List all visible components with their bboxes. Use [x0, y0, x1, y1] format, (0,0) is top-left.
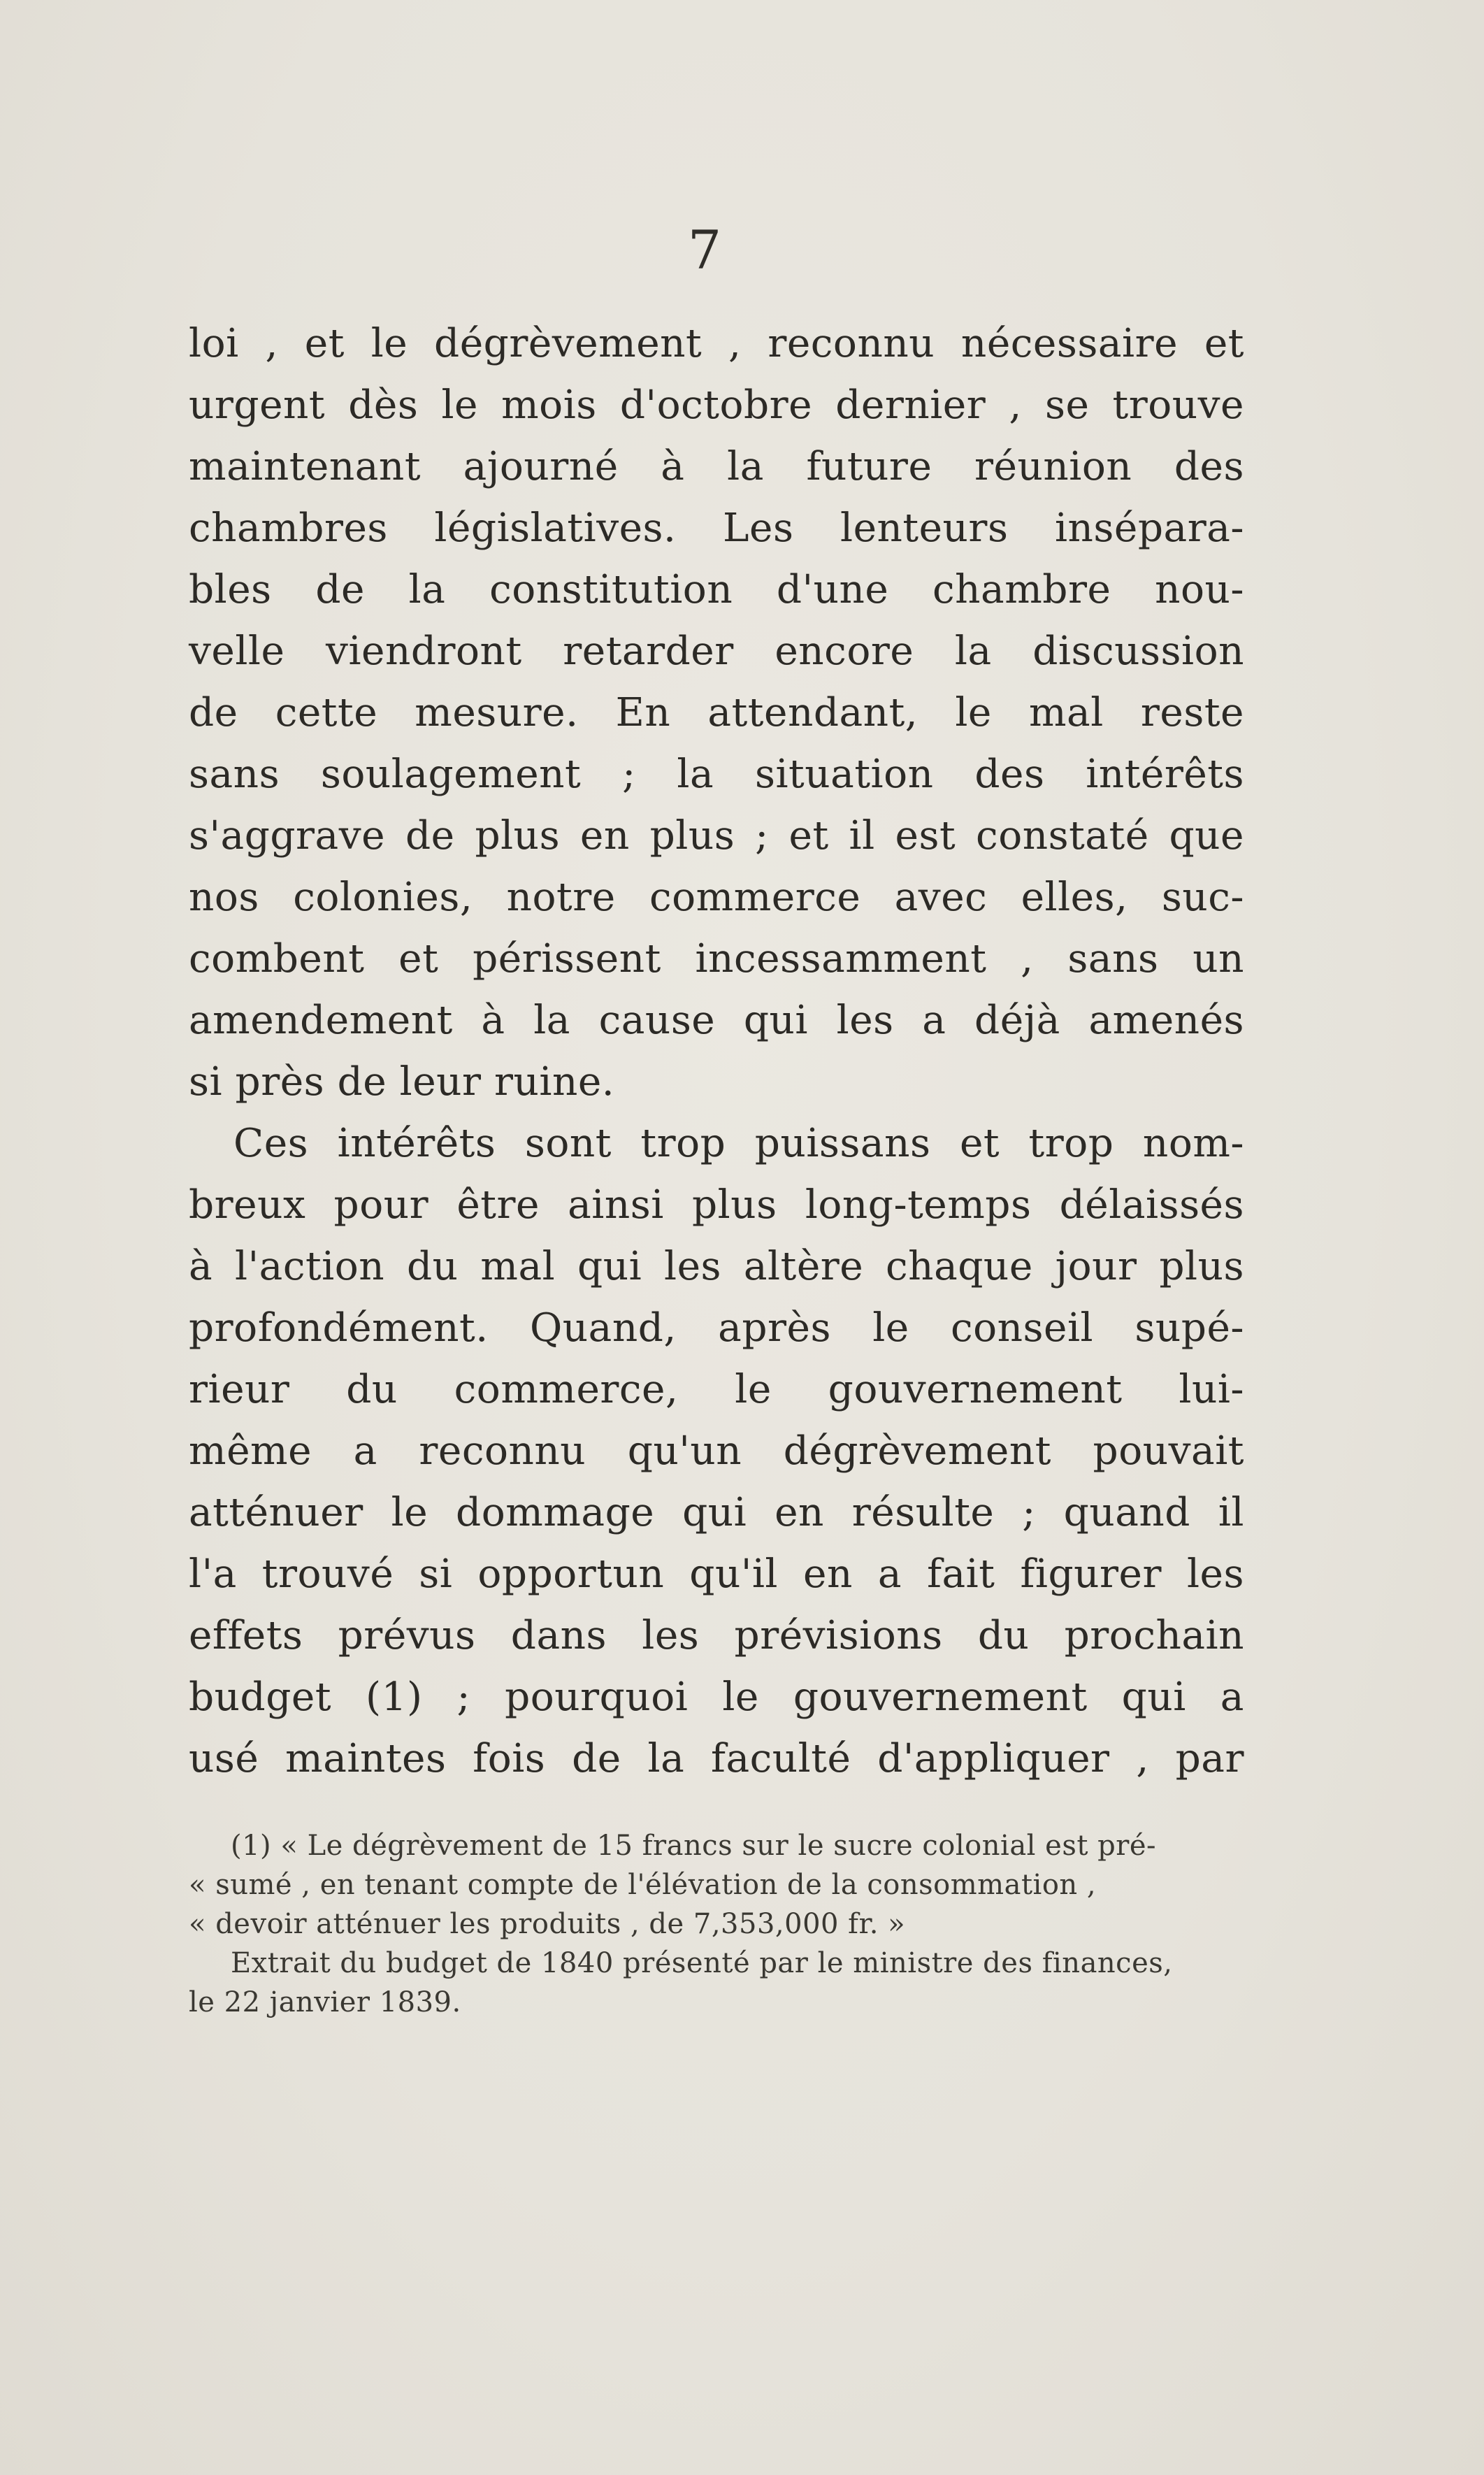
text-line: sans soulagement ; la situation des intérêts — [189, 752, 1244, 797]
text-line: même a reconnu qu'un dégrèvement pouvait — [189, 1428, 1244, 1474]
text-line: chambres législatives. Les lenteurs insépara- — [189, 505, 1244, 551]
text-line: maintenant ajourné à la future réunion des — [189, 444, 1244, 489]
text-line: amendement à la cause qui les a déjà amenés — [189, 998, 1244, 1043]
page-number: 7 — [687, 219, 722, 281]
text-line: s'aggrave de plus en plus ; et il est constaté que — [189, 813, 1244, 859]
text-line: nos colonies, notre commerce avec elles, suc- — [189, 875, 1244, 920]
footnote-line: « sumé , en tenant compte de l'élévation de la consommation , — [189, 1869, 1097, 1901]
text-line: combent et périssent incessamment , sans un — [189, 936, 1244, 982]
text-line: rieur du commerce, le gouvernement lui- — [189, 1367, 1244, 1412]
text-line: bles de la constitution d'une chambre nou- — [189, 567, 1244, 612]
footnote-source-line: le 22 janvier 1839. — [189, 1986, 461, 2018]
paragraph-first-line: Ces intérêts sont trop puissans et trop nom- — [233, 1121, 1244, 1166]
text-line: velle viendront retarder encore la discussion — [189, 629, 1244, 674]
text-line: urgent dès le mois d'octobre dernier , se trouve — [189, 382, 1244, 428]
body-text — [189, 313, 1244, 1790]
text-line: de cette mesure. En attendant, le mal reste — [189, 690, 1244, 736]
footnote — [189, 1826, 1234, 2022]
text-line: effets prévus dans les prévisions du prochain — [189, 1613, 1244, 1658]
text-line: atténuer le dommage qui en résulte ; quand il — [189, 1490, 1244, 1535]
text-line: budget (1) ; pourquoi le gouvernement qui a — [189, 1674, 1244, 1720]
text-line: profondément. Quand, après le conseil supé- — [189, 1305, 1244, 1351]
footnote-line: (1) « Le dégrèvement de 15 francs sur le sucre colonial est pré- — [231, 1830, 1157, 1862]
text-line: à l'action du mal qui les altère chaque jour plus — [189, 1244, 1244, 1289]
footnote-line: « devoir atténuer les produits , de 7,353,000 fr. » — [189, 1908, 906, 1940]
text-line: breux pour être ainsi plus long-temps délaissés — [189, 1182, 1244, 1228]
text-line: si près de leur ruine. — [189, 1059, 615, 1105]
footnote-source-line: Extrait du budget de 1840 présenté par le ministre des finances, — [231, 1947, 1173, 1979]
text-line: loi , et le dégrèvement , reconnu nécessaire et — [189, 321, 1244, 366]
text-line: usé maintes fois de la faculté d'appliquer , par — [189, 1736, 1244, 1781]
text-line: l'a trouvé si opportun qu'il en a fait figurer les — [189, 1551, 1244, 1597]
